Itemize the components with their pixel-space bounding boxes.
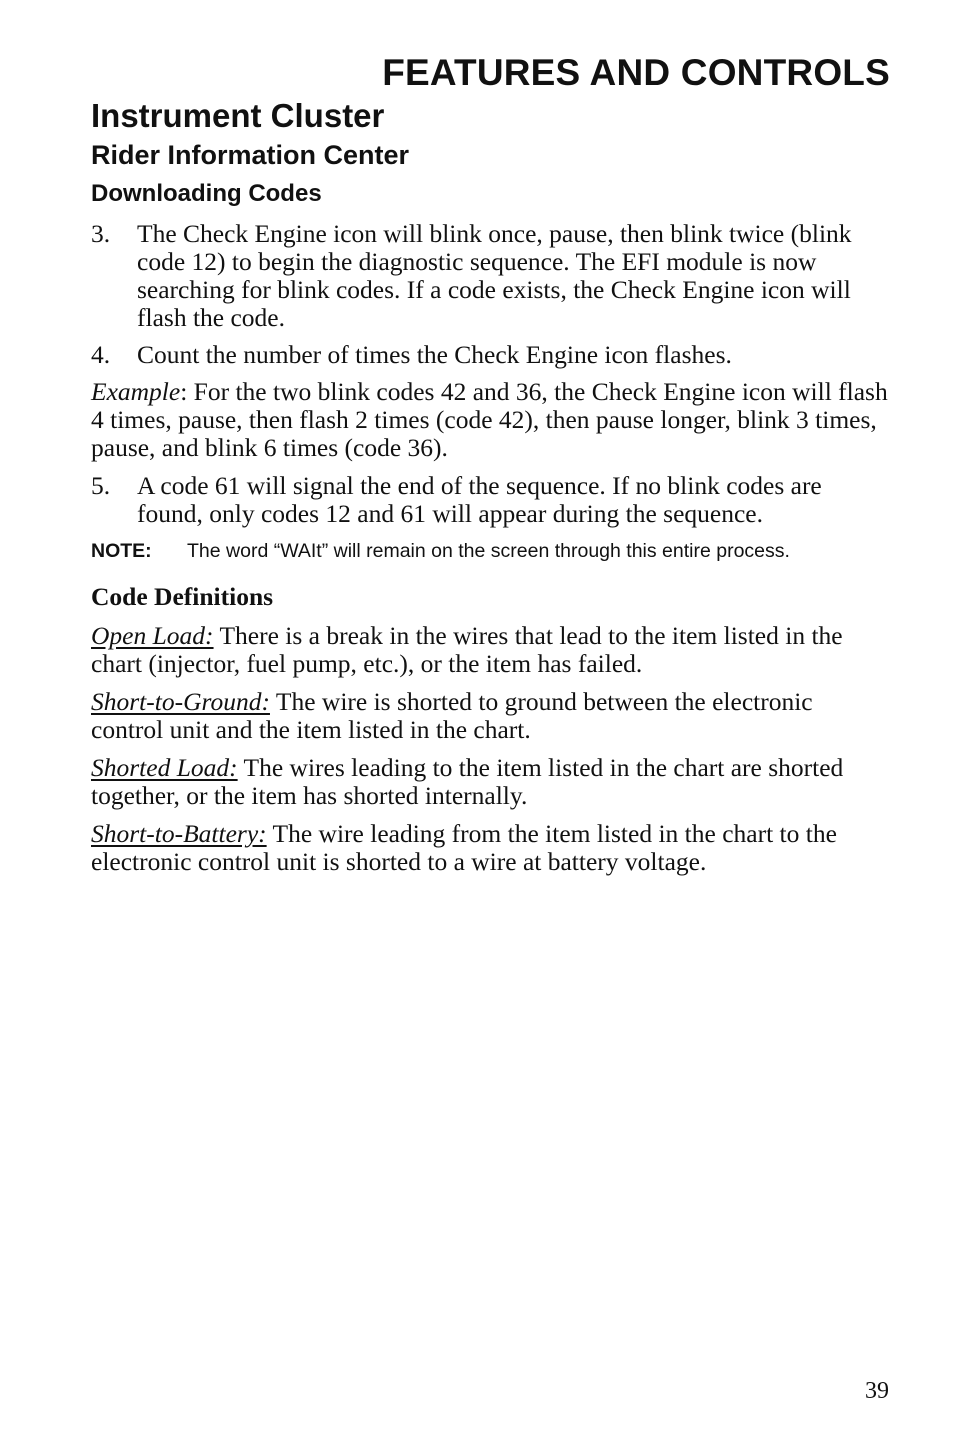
note <box>91 537 891 565</box>
note-label: NOTE: <box>91 540 152 562</box>
step-text: Count the number of times the Check Engine icon flashes. <box>137 340 732 369</box>
section-subtitle: Rider Information Center <box>91 140 410 170</box>
chapter-title: FEATURES AND CONTROLS <box>382 52 890 93</box>
example-paragraph <box>91 378 891 462</box>
step-3 <box>91 220 891 332</box>
definition-text: The wire leading from the item listed in the chart to the electronic control unit is shorted to a wire at battery voltage. <box>91 819 837 876</box>
definition-shorted-load <box>91 754 891 810</box>
definition-open-load <box>91 622 891 678</box>
step-text: The Check Engine icon will blink once, pause, then blink twice (blink code 12) to begin the diagnostic sequence. The EFI module is now searching for blink codes. If a code exists, the Check Engine icon will flash the code. <box>137 219 852 332</box>
definition-short-to-ground <box>91 688 891 744</box>
definition-term: Open Load: <box>91 621 214 650</box>
definition-text: The wires leading to the item listed in the chart are shorted together, or the item has shorted internally. <box>91 753 844 810</box>
definition-text: The wire is shorted to ground between the electronic control unit and the item listed in the chart. <box>91 687 813 744</box>
section-title: Instrument Cluster <box>91 97 385 134</box>
step-4 <box>91 341 891 369</box>
page-number: 39 <box>865 1378 889 1404</box>
step-number: 5. <box>91 471 111 500</box>
definition-term: Short-to-Ground: <box>91 687 270 716</box>
definition-short-to-battery <box>91 820 891 876</box>
definition-text: There is a break in the wires that lead to the item listed in the chart (injector, fuel pump, etc.), or the item has failed. <box>91 621 843 678</box>
step-text: A code 61 will signal the end of the sequence. If no blink codes are found, only codes 12 and 61 will appear during the sequence. <box>137 471 822 528</box>
step-number: 4. <box>91 340 111 369</box>
note-text: The word “WAIt” will remain on the screen through this entire process. <box>187 540 790 562</box>
page-body <box>91 220 891 886</box>
definition-term: Shorted Load: <box>91 753 238 782</box>
example-text: : For the two blink codes 42 and 36, the Check Engine icon will flash 4 times, pause, then flash 2 times (code 42), then pause longer, blink 3 times, pause, and blink 6 times (code 36). <box>91 377 888 462</box>
example-label: Example <box>91 377 181 406</box>
definition-term: Short-to-Battery: <box>91 819 267 848</box>
section-subsubtitle: Downloading Codes <box>91 180 322 207</box>
code-definitions-heading: Code Definitions <box>91 582 274 611</box>
step-number: 3. <box>91 219 111 248</box>
step-5 <box>91 472 891 528</box>
